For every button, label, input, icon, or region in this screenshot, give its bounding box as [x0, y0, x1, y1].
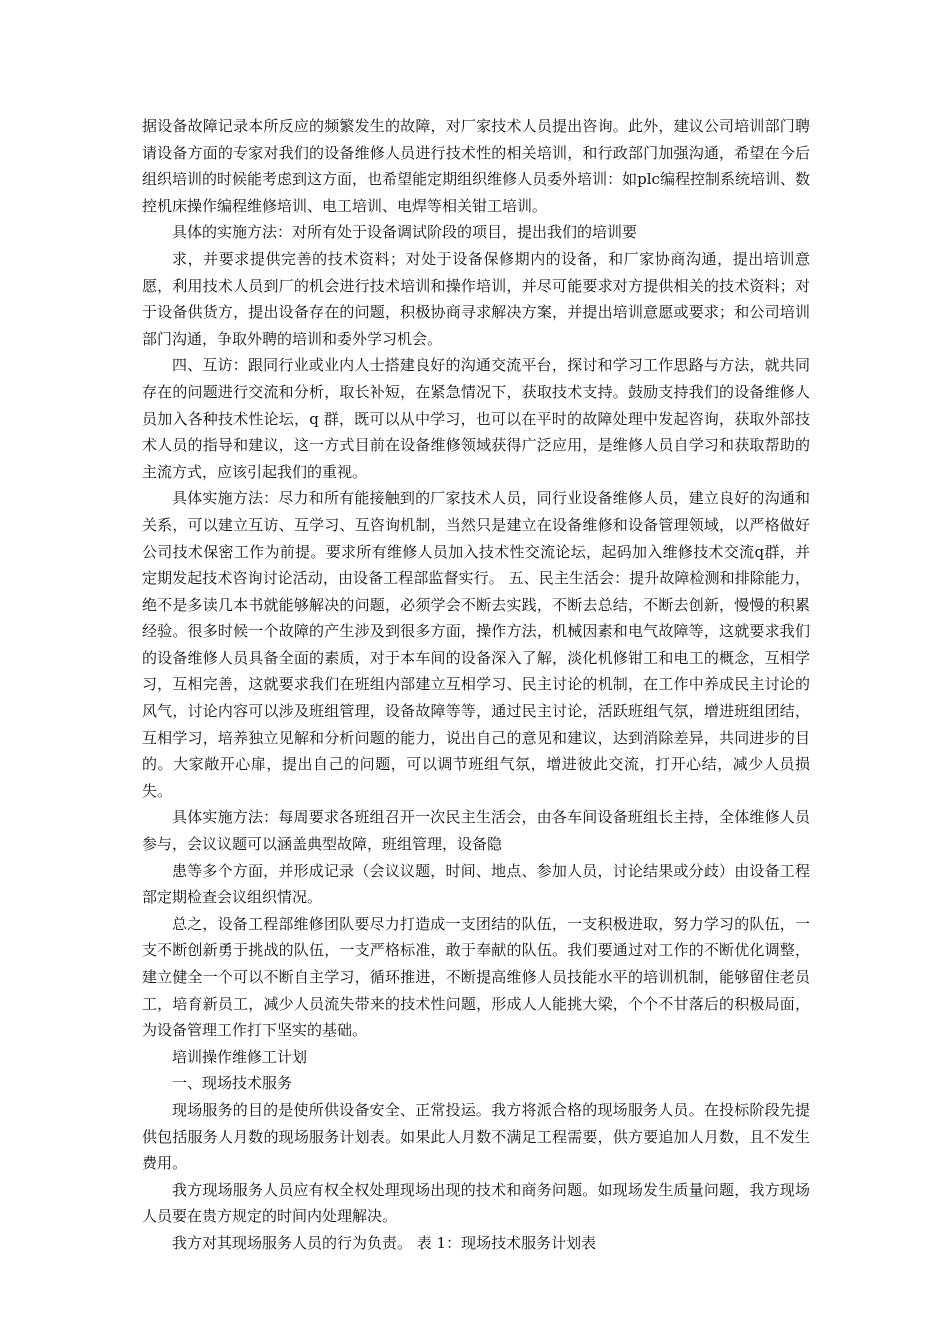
paragraph-3: 求，并要求提供完善的技术资料；对处于设备保修期内的设备，和厂家协商沟通，提出培训意愿，利用技术人员到厂的机会进行技术培训和操作培训，并尽可能要求对方提供相关的技术资料；对于设备供货方，提出设备存在的问题，积极协商寻求解决方案，并提出培训意愿或要求；和公司培训部门沟通，争取外聘的培训和委外学习机会。 — [142, 249, 810, 348]
paragraph-4: 四、互访：跟同行业或业内人士搭建良好的沟通交流平台，探讨和学习工作思路与方法，就共同存在的问题进行交流和分析，取长补短，在紧急情况下，获取技术支持。鼓励支持我们的设备维修人员加入各种技术性论坛，q 群，既可以从中学习，也可以在平时的故障处理中发起咨询，获取外部技术人员的指导和建议，这一方式目前在设备维修领域获得广泛应用，是维修人员自学习和获取帮助的主流方式，应该引起我们的重视。 — [142, 356, 810, 481]
document-body — [142, 113, 810, 1257]
paragraph-8: 总之，设备工程部维修团队要尽力打造成一支团结的队伍，一支积极进取，努力学习的队伍，一支不断创新勇于挑战的队伍，一支严格标准，敢于奉献的队伍。我们要通过对工作的不断优化调整，建立健全一个可以不断自主学习，循环推进，不断提高维修人员技能水平的培训机制，能够留住老员工，培育新员工，减少人员流失带来的技术性问题，形成人人能挑大梁，个个不甘落后的积极局面，为设备管理工作打下坚实的基础。 — [142, 914, 810, 1040]
section-heading-1: 一、现场技术服务 — [172, 1074, 293, 1093]
paragraph-10: 我方现场服务人员应有权全权处理现场出现的技术和商务问题。如现场发生质量问题，我方现场人员要在贵方规定的时间内处理解决。 — [142, 1180, 810, 1226]
paragraph-6: 具体实施方法：每周要求各班组召开一次民主生活会，由各车间设备班组长主持，全体维修人员参与，会议议题可以涵盖典型故障，班组管理，设备隐 — [142, 808, 810, 854]
paragraph-7: 患等多个方面，并形成记录（会议议题，时间、地点、参加人员，讨论结果或分歧）由设备工程部定期检查会议组织情况。 — [142, 861, 810, 907]
section-title: 培训操作维修工计划 — [172, 1047, 308, 1066]
paragraph-2: 具体的实施方法：对所有处于设备调试阶段的项目，提出我们的培训要 — [172, 223, 638, 242]
paragraph-5: 具体实施方法：尽力和所有能接触到的厂家技术人员，同行业设备维修人员，建立良好的沟通和关系，可以建立互访、互学习、互咨询机制，当然只是建立在设备维修和设备管理领域，以严格做好公司技术保密工作为前提。要求所有维修人员加入技术性交流论坛，起码加入维修技术交流q群，并定期发起技术咨询讨论活动，由设备工程部监督实行。 五、民主生活会：提升故障检测和排除能力，绝不是多读几本书就能够解决的问题，必须学会不断去实践，不断去总结，不断去创新，慢慢的积累经验。很多时候一个故障的产生涉及到很多方面，操作方法，机械因素和电气故障等，这就要求我们的设备维修人员具备全面的素质，对于本车间的设备深入了解，淡化机修钳工和电工的概念，互相学习，互相完善，这就要求我们在班组内部建立互相学习、民主讨论的机制，在工作中养成民主讨论的风气，讨论内容可以涉及班组管理，设备故障等等，通过民主讨论，活跃班组气氛，增进班组团结，互相学习，培养独立见解和分析问题的能力，说出自己的意见和建议，达到消除差异，共同进步的目的。大家敞开心扉，提出自己的问题，可以调节班组气氛，增进彼此交流，打开心结，减少人员损失。 — [142, 489, 810, 800]
paragraph-9: 现场服务的目的是使所供设备安全、正常投运。我方将派合格的现场服务人员。在投标阶段先提供包括服务人月数的现场服务计划表。如果此人月数不满足工程需要，供方要追加人月数，且不发生费用。 — [142, 1100, 810, 1173]
paragraph-11: 我方对其现场服务人员的行为负责。 表 1：现场技术服务计划表 — [172, 1233, 597, 1252]
paragraph-1: 据设备故障记录本所反应的频繁发生的故障，对厂家技术人员提出咨询。此外，建议公司培训部门聘请设备方面的专家对我们的设备维修人员进行技术性的相关培训，和行政部门加强沟通，希望在今后组织培训的时候能考虑到这方面，也希望能定期组织维修人员委外培训：如plc编程控制系统培训、数控机床操作编程维修培训、电工培训、电焊等相关钳工培训。 — [142, 117, 810, 215]
